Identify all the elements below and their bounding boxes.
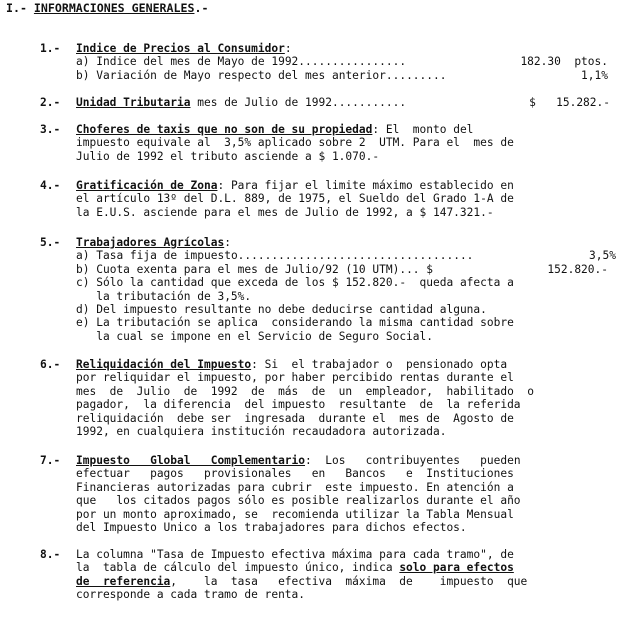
section-text: por reliquidar el impuesto, por haber percibido rentas durante el: [76, 371, 514, 385]
item-text: la cual se impone en el Servicio de Seguro Social.: [96, 329, 433, 343]
section-body: [76, 548, 616, 602]
section-text: reliquidación debe ser ingresada durante el mes de Agosto de: [76, 411, 514, 425]
heading-suffix: :: [217, 179, 225, 192]
section-heading: Indice de Precios al Consumidor: [76, 42, 285, 55]
list-item: [76, 249, 616, 262]
section-number: 3.-: [40, 123, 61, 136]
section-text: Financieras autorizadas para cubrir este impuesto. En atención a: [76, 480, 514, 494]
section-text: la tabla de cálculo del impuesto único, indica: [76, 561, 400, 575]
section-body: [76, 123, 616, 163]
item-text: Tasa fija de impuesto...................................: [96, 249, 474, 263]
list-item: [76, 330, 616, 343]
section-heading: Reliquidación del Impuesto: [76, 358, 252, 371]
section-text: Los contribuyentes pueden: [311, 454, 521, 467]
section-heading: Unidad Tributaria: [76, 96, 191, 109]
list-item: [76, 316, 616, 329]
section-text: mes de Julio de 1992 de más de un empleador, habilitado o: [76, 384, 535, 398]
section-text: del Impuesto Unico a los trabajadores para dichos efectos.: [76, 520, 467, 534]
page-title: [6, 2, 208, 15]
section-text: la E.U.S. asciende para el mes de Julio de 1992, a $ 147.321.-: [76, 205, 494, 219]
item-value: 182.30 ptos.: [520, 55, 608, 69]
section-number: 4.-: [40, 179, 61, 192]
section-body: [76, 236, 616, 343]
heading-suffix: :: [372, 123, 380, 136]
item-label: d): [76, 302, 90, 316]
item-value: 3,5%: [589, 249, 616, 263]
list-item: [76, 55, 616, 68]
section-heading: Choferes de taxis que no son de su propiedad: [76, 123, 373, 136]
item-text: Cuota exenta para el mes de Julio/92 (10 UTM)... $: [96, 262, 434, 276]
item-text: Sólo la cantidad que exceda de los $ 152.820.- queda afecta a: [96, 276, 514, 290]
section-body: [76, 358, 616, 438]
section-text: , la tasa efectiva máxima de impuesto que: [170, 574, 528, 588]
section-text: Si el trabajador o pensionado opta: [257, 358, 508, 371]
emphasis-text: solo para efectos: [399, 561, 514, 575]
section-number: 7.-: [40, 454, 61, 467]
section-text: El monto del: [379, 123, 474, 136]
section-text: corresponde a cada tramo de renta.: [76, 588, 306, 602]
section-number: 1.-: [40, 42, 61, 55]
section-body: [76, 454, 616, 534]
list-item: [76, 263, 616, 276]
section-text: por un monto aproximado, se recomienda utilizar la Tabla Mensual: [76, 507, 514, 521]
section-number: 6.-: [40, 358, 61, 371]
section-text: mes de Julio de 1992...........: [190, 96, 407, 109]
list-item: [76, 276, 616, 289]
section-number: 5.-: [40, 236, 61, 249]
item-value: $ 15.282.-: [529, 96, 610, 109]
section-number: 2.-: [40, 96, 61, 109]
section-text: el artículo 13º del D.L. 889, de 1975, el Sueldo del Grado 1-A de: [76, 192, 514, 206]
section-text: Julio de 1992 el tributo asciende a $ 1.070.-: [76, 149, 380, 163]
section-body: [76, 42, 616, 82]
item-text: Variación de Mayo respecto del mes anterior.........: [96, 68, 447, 82]
item-label: b): [76, 68, 90, 82]
item-label: e): [76, 316, 90, 330]
heading-suffix: :: [284, 42, 292, 55]
item-text: Del impuesto resultante no debe deducirse cantidad alguna.: [96, 302, 487, 316]
emphasis-text: de referencia: [76, 574, 171, 588]
section-text: 1992, en cualquiera institución recaudadora autorizada.: [76, 424, 447, 438]
list-item: [76, 290, 616, 303]
list-item: [76, 303, 616, 316]
item-text: Indice del mes de Mayo de 1992................: [96, 55, 407, 69]
item-label: c): [76, 276, 90, 290]
item-label: a): [76, 55, 90, 69]
title-suffix: .-: [194, 1, 209, 15]
section-heading: Impuesto Global Complementario: [76, 454, 306, 467]
title-prefix: I.-: [6, 1, 34, 15]
heading-suffix: :: [224, 236, 231, 249]
section-number: 8.-: [40, 548, 61, 561]
section-text: Para fijar el limite máximo establecido en: [224, 179, 514, 192]
title-text: INFORMACIONES GENERALES: [33, 1, 195, 15]
item-value: 152.820.-: [547, 262, 608, 276]
item-label: a): [76, 249, 90, 263]
section-text: efectuar pagos provisionales en Bancos e Instituciones: [76, 467, 514, 481]
section-heading: Trabajadores Agrícolas: [76, 236, 225, 249]
section-text: que los citados pagos sólo es posible realizarlos durante el año: [76, 494, 521, 508]
heading-suffix: :: [305, 454, 312, 467]
item-value: 1,1%: [581, 68, 608, 82]
section-body: [76, 96, 616, 109]
section-heading: Gratificación de Zona: [76, 179, 218, 192]
section-text: pagador, la diferencia del impuesto resultante de la referida: [76, 398, 521, 412]
section-body: [76, 179, 616, 219]
item-text: la tributación de 3,5%.: [96, 289, 252, 303]
section-text: impuesto equivale al 3,5% aplicado sobre 2 UTM. Para el mes de: [76, 136, 514, 150]
section-text: La columna "Tasa de Impuesto efectiva máxima para cada tramo", de: [76, 548, 514, 561]
item-label: b): [76, 262, 90, 276]
list-item: [76, 69, 616, 82]
item-text: La tributación se aplica considerando la misma cantidad sobre: [96, 316, 514, 330]
heading-suffix: :: [251, 358, 258, 371]
